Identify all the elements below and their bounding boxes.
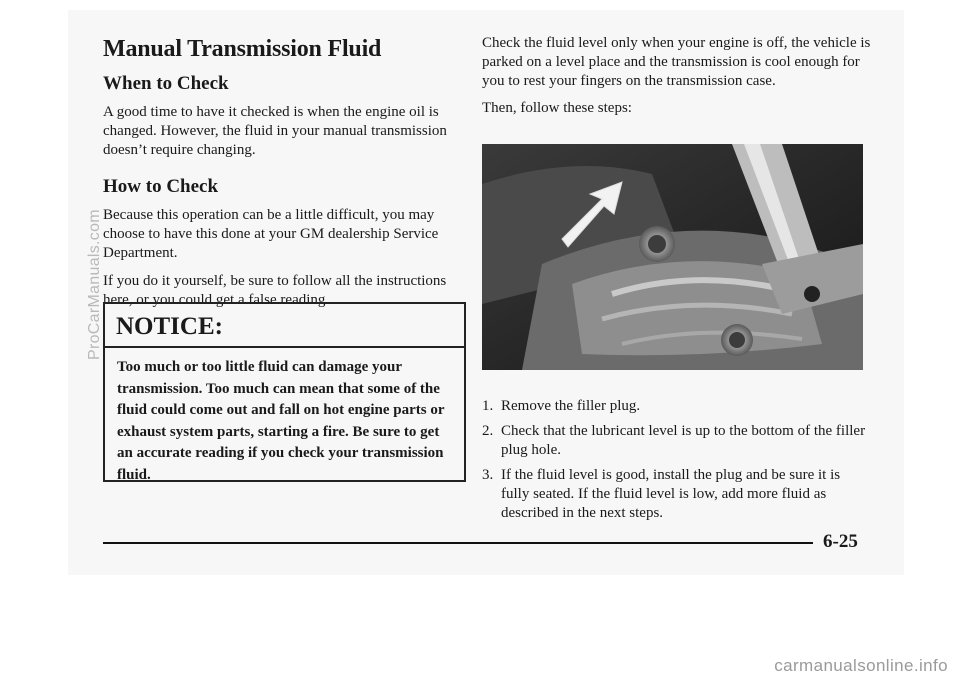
footer-site-text: carmanualsonline.info (774, 656, 948, 675)
notice-body: Too much or too little fluid can damage your transmission. Too much can mean that some of the fluid could come out and fall on hot engine parts or exhaust system parts, starting a fire. Be sure to get an accurate reading if you check your transmission fluid. (117, 359, 445, 483)
step-text: If the fluid level is good, install the plug and be sure it is fully seated. If the fluid level is low, add more fluid as described in the next steps. (501, 467, 841, 521)
right-column (482, 34, 877, 118)
notice-box (103, 302, 466, 482)
transmission-filler-plug-image (482, 144, 863, 370)
page-title: Manual Transmission Fluid (103, 36, 382, 62)
step-number: 2. (482, 423, 494, 439)
transmission-photo (482, 144, 863, 370)
step-number: 3. (482, 467, 494, 483)
list-item (482, 422, 872, 460)
list-item (482, 397, 872, 416)
step-text: Remove the filler plug. (501, 398, 641, 414)
how-to-check-text-1: Because this operation can be a little difficult, you may choose to have this done at your GM dealership Service Department. (103, 207, 439, 261)
conditions-text: Check the fluid level only when your engine is off, the vehicle is parked on a level place and the transmission is cool enough for you to rest your fingers on the transmission case. (482, 35, 871, 89)
follow-steps-text: Then, follow these steps: (482, 100, 632, 116)
step-number: 1. (482, 398, 494, 414)
footer-rule (103, 542, 813, 544)
watermark-text: ProCarManuals.com (86, 209, 103, 360)
when-to-check-text: A good time to have it checked is when the engine oil is changed. However, the fluid in your manual transmission doesn’t require changing. (103, 104, 447, 158)
left-column (103, 34, 473, 310)
notice-heading: NOTICE: (105, 304, 464, 348)
how-to-check-text-2: If you do it yourself, be sure to follow all the instructions here, or you could get a false reading. (103, 273, 447, 308)
page-number: 6-25 (823, 531, 858, 552)
how-to-check-heading: How to Check (103, 176, 219, 197)
list-item (482, 466, 872, 523)
steps-list (482, 397, 872, 529)
when-to-check-heading: When to Check (103, 73, 229, 94)
step-text: Check that the lubricant level is up to the bottom of the filler plug hole. (501, 423, 866, 458)
